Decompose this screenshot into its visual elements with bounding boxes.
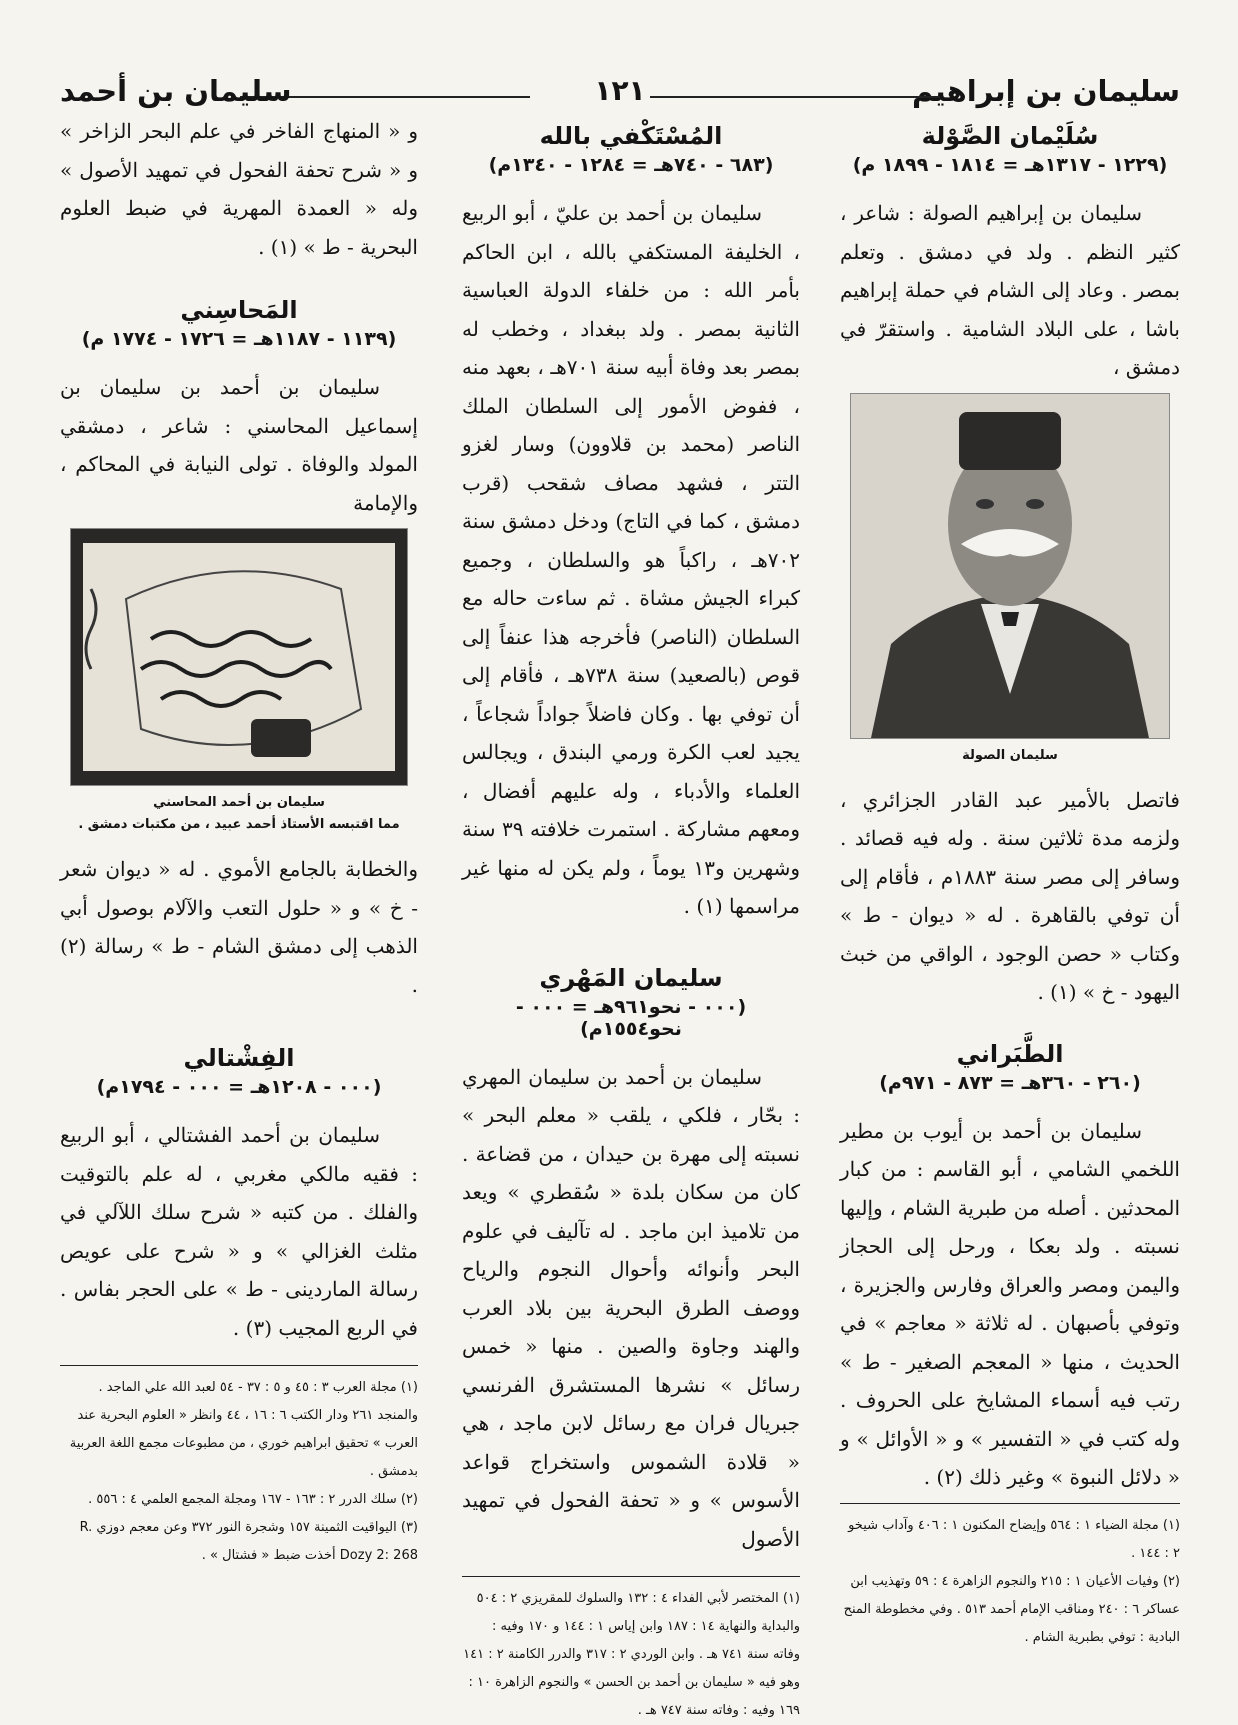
entry-dates: (٠٠٠ - ١٢٠٨هـ = ٠٠٠ - ١٧٩٤م) [96,1076,382,1098]
entry-dates: (١٢٢٩ - ١٣١٧هـ = ١٨١٤ - ١٨٩٩ م) [852,154,1168,176]
portrait-image [851,394,1169,738]
caption-line: مما اقتبسه الأستاذ أحمد عبيد ، من مكتبات دمشق . [78,817,400,832]
entry-text-continued: والخطابة بالجامع الأموي . له « ديوان شعر - خ » و « حلول التعب والآلام بوصول أبي الذهب إلى دمشق الشام - ط » رسالة (٢) . [60,857,418,997]
footnote: (١) المختصر لأبي الفداء ٤ : ١٣٢ والسلوك للمقريزي ٢ : ٥٠٤ والبداية والنهاية ١٤ : ١٨٧ وابن إياس ١ : ١٤٤ و ١٧٠ وفيه : وفاته سنة ٧٤١ هـ . وابن الوردي ٢ : ٣١٧ والدرر الكامنة ٢ : ١٤١ وهو فيه « سليمان بن أحمد بن الحسن » والنجوم الزاهرة ١٠ : ١٦٩ وفيه : وفاته سنة ٧٤٧ هـ . [463,1591,800,1718]
header-rule-right [650,96,940,98]
entry-title: الطَّبَراني [956,1039,1064,1068]
footnote: (١) مجلة العرب ٣ : ٤٥ و ٥ : ٣٧ - ٥٤ لعبد الله علي الماجد . والمنجد ٢٦١ ودار الكتب ٦ : ١٦ ، ٤٤ وانظر « العلوم البحرية عند العرب » تحقيق ابراهيم خوري ، من مطبوعات مجمع اللغة العربية بدمشق . [69,1380,418,1479]
photo-caption: سليمان الصولة [962,747,1058,763]
column-right [840,112,1180,1652]
manuscript-photo [70,528,408,786]
caption-line: سليمان بن أحمد المحاسني [153,795,325,810]
page-number: ١٢١ [594,74,646,107]
column-left [60,112,418,1570]
columns [60,112,1181,1718]
entry-text: سليمان بن إبراهيم الصولة : شاعر ، كثير النظم . ولد في دمشق . وتعلم بمصر . وعاد إلى الشام في حملة إبراهيم باشا ، على البلاد الشامية . واستقرّ في دمشق ، [840,201,1180,379]
footnotes [840,1503,1180,1652]
header-right-name: سليمان بن إبراهيم [912,74,1180,108]
footnotes [462,1576,800,1725]
entry-text: سليمان بن أحمد بن عليّ ، أبو الربيع ، الخليفة المستكفي بالله ، ابن الحاكم بأمر الله : من خلفاء الدولة العباسية الثانية بمصر . ولد ببغداد ، وخطب له بمصر بعد وفاة أبيه سنة ٧٠١هـ ، بعهد منه ، ففوض الأمور إلى السلطان الملك الناصر (محمد بن قلاوون) وسار لغزو التتر ، فشهد مصاف شقحب (قرب دمشق ، كما في التاج) ودخل دمشق سنة ٧٠٢هـ ، راكباً هو والسلطان ، وجميع كبراء الجيش مشاة . ثم ساءت حاله مع السلطان (الناصر) فأخرجه هذا عنفاً إلى قوص (بالصعيد) سنة ٧٣٨هـ ، فأقام إلى أن توفي بها . وكان فاضلاً جواداً شجاعاً ، يجيد لعب الكرة ورمي البندق ، ويجالس العلماء والأدباء ، وله عليهم أفضال ، ومعهم مشاركة . استمرت خلافته ٣٩ سنة وشهرين و١٣ يوماً ، ولم يكن له منها غير مراسمها (١) . [462,201,801,918]
portrait-photo [850,393,1170,739]
footnote: (٢) سلك الدرر ٢ : ١٦٣ - ١٦٧ ومجلة المجمع العلمي ٤ : ٥٥٦ . [88,1492,418,1507]
entry-title: سليمان المَهْري [539,963,723,992]
manuscript-image [71,529,407,785]
column-middle [462,112,800,1725]
footnote: (٢) وفيات الأعيان ١ : ٢١٥ والنجوم الزاهرة ٤ : ٥٩ وتهذيب ابن عساكر ٦ : ٢٤٠ ومناقب الإمام أحمد ٥١٣ . وفي مخطوطة المنح البادية : توفي بطبرية الشام . [843,1573,1180,1645]
entry-text-continued: فاتصل بالأمير عبد القادر الجزائري ، ولزمه مدة ثلاثين سنة . وله فيه قصائد . وسافر إلى مصر سنة ١٨٨٣م ، فأقام إلى أن توفي بالقاهرة . له « ديوان - ط » وكتاب « حصن الوجود ، الواقي من خبث اليهود - خ » (١) . [840,787,1181,1004]
entry-text: سليمان بن أحمد بن سليمان المهري : بحّار ، فلكي ، يلقب « معلم البحر » نسبته إلى مهرة بن حيدان ، من قضاعة . كان من سكان بلدة « سُقطري » ويعد من تلاميذ ابن ماجد . له تآليف في علوم البحر وأنوائه وأحوال النجوم والرياح ووصف الطرق البحرية بين بلاد العرب والهند وجاوة والصين . منها « خمس رسائل » نشرها المستشرق الفرنسي جبريال فران مع رسائل لابن ماجد ، هي « قلادة الشموس واستخراج قواعد الأسوس » و « تحفة الفحول في تمهيد الأصول [462,1064,800,1551]
entry-dates: (٠٠٠ - نحو٩٦١هـ = ٠٠٠ - نحو١٥٥٤م) [515,995,747,1040]
running-header [60,62,1180,106]
footnote: (١) مجلة الضياء ١ : ٥٦٤ وإيضاح المكنون ١ : ٤٠٦ وآداب شيخو ٢ : ١٤٤ . [848,1517,1180,1561]
entry-text: سليمان بن أحمد بن سليمان بن إسماعيل المحاسني : شاعر ، دمشقي المولد والوفاة . تولى النيابة في المحاكم ، والإمامة [60,375,418,515]
footnotes [60,1365,418,1570]
entry-title: سُلَيْمان الصَّوْلة [921,122,1099,150]
header-left-name: سليمان بن أحمد [60,74,292,108]
entry-dates: (٢٦٠ - ٣٦٠هـ = ٨٧٣ - ٩٧١م) [879,1071,1141,1094]
entry-text-continued: و « المنهاج الفاخر في علم البحر الزاخر » و « شرح تحفة الفحول في تمهيد الأصول » وله « العمدة المهرية في ضبط العلوم البحرية - ط » (١) . [60,119,418,259]
entry-text: سليمان بن أحمد الفشتالي ، أبو الربيع : فقيه مالكي مغربي ، له علم بالتوقيت والفلك . من كتبه « شرح سلك اللآلي في مثلث الغزالي » و « شرح على عويص رسالة الماردينى - ط » على الحجر بفاس . في الربع المجيب (٣) . [60,1123,418,1340]
entry-title: الفِشْتالي [183,1044,295,1072]
entry-title: المُسْتَكْفي بالله [539,122,723,150]
footnote: (٣) اليواقيت الثمينة ١٥٧ وشجرة النور ٣٧٢ وعن معجم دوزي R. Dozy 2: 268 أخذت ضبط « فشتال » . [79,1520,418,1563]
entry-dates: (٦٨٣ - ٧٤٠هـ = ١٢٨٤ - ١٣٤٠م) [488,154,774,176]
entry-dates: (١١٣٩ - ١١٨٧هـ = ١٧٢٦ - ١٧٧٤ م) [81,328,397,350]
entry-text: سليمان بن أحمد بن أيوب بن مطير اللخمي الشامي ، أبو القاسم : من كبار المحدثين . أصله من طبرية الشام ، وإليها نسبته . ولد بعكا ، ورحل إلى الحجاز واليمن ومصر والعراق وفارس والجزيرة ، وتوفي بأصبهان . له ثلاثة « معاجم » في الحديث ، منها « المعجم الصغير - ط » رتب فيه أسماء المشايخ على الحروف . وله كتب في « التفسير » و « الأوائل » و « دلائل النبوة » وغير ذلك (٢) . [840,1118,1180,1489]
photo-caption [60,792,418,836]
entry-title: المَحاسِني [180,296,298,324]
